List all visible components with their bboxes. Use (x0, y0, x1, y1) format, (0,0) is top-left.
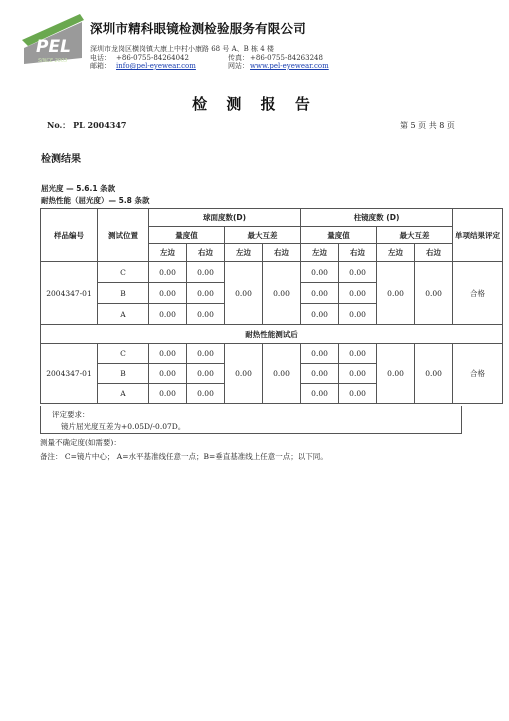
position-a: A (98, 384, 149, 404)
value-cell: 0.00 (415, 344, 453, 404)
value-cell: 0.00 (339, 384, 377, 404)
value-cell: 0.00 (149, 344, 187, 364)
header-left: 左边 (377, 244, 415, 262)
requirement-text: 镜片屈光度互差为+0.05D/-0.07D。 (61, 422, 186, 431)
value-cell: 0.00 (187, 384, 225, 404)
header-max-diff: 最大互差 (225, 227, 301, 244)
phone-number: +86-0755-84264042 (116, 53, 189, 62)
position-b: B (98, 283, 149, 304)
value-cell: 0.00 (339, 344, 377, 364)
header-left: 左边 (301, 244, 339, 262)
email-label: 邮箱： (90, 62, 111, 70)
value-cell: 0.00 (149, 304, 187, 325)
header-right: 右边 (263, 244, 301, 262)
value-cell: 0.00 (301, 344, 339, 364)
value-cell: 0.00 (301, 304, 339, 325)
page-indicator: 第 5 页 共 8 页 (400, 121, 455, 130)
clause-refraction: 屈光度 — 5.6.1 条款 (41, 184, 116, 193)
value-cell: 0.00 (377, 344, 415, 404)
sample-id: 2004347-01 (41, 262, 98, 325)
header-measured: 量度值 (149, 227, 225, 244)
results-table (40, 208, 503, 404)
position-c: C (98, 344, 149, 364)
position-c: C (98, 262, 149, 283)
value-cell: 0.00 (301, 283, 339, 304)
after-heat-test-heading: 耐热性能测试后 (41, 325, 503, 344)
report-number: No.： PL 2004347 (47, 120, 127, 130)
header-test-position: 测试位置 (98, 209, 149, 262)
header-sphere: 球面度数(D) (149, 209, 301, 227)
value-cell: 0.00 (263, 344, 301, 404)
value-cell: 0.00 (149, 283, 187, 304)
address: 深圳市龙岗区横岗镇大康上中村小康路 68 号 A、B 栋 4 楼 (90, 45, 274, 53)
requirement-label: 评定要求： (52, 410, 90, 419)
value-cell: 0.00 (187, 344, 225, 364)
verdict: 合格 (453, 262, 503, 325)
value-cell: 0.00 (187, 262, 225, 283)
value-cell: 0.00 (149, 364, 187, 384)
header-sample-no: 样品编号 (41, 209, 98, 262)
sample-id: 2004347-01 (41, 344, 98, 404)
position-b: B (98, 364, 149, 384)
section-heading: 检测结果 (41, 154, 81, 165)
fax-number: +86-0755-84263248 (250, 53, 323, 62)
clause-heat-resistance: 耐热性能（屈光度）— 5.8 条款 (41, 196, 150, 205)
contact-block (90, 45, 329, 71)
header-right: 右边 (339, 244, 377, 262)
verdict: 合格 (453, 344, 503, 404)
value-cell: 0.00 (263, 262, 301, 325)
header-measured: 量度值 (301, 227, 377, 244)
header-max-diff: 最大互差 (377, 227, 453, 244)
value-cell: 0.00 (149, 262, 187, 283)
value-cell: 0.00 (301, 364, 339, 384)
fax-label: 传真： (228, 53, 249, 62)
company-name: 深圳市精科眼镜检测检验服务有限公司 (90, 21, 306, 36)
value-cell: 0.00 (187, 304, 225, 325)
value-cell: 0.00 (225, 262, 263, 325)
phone-label: 电话： (90, 53, 111, 62)
position-a: A (98, 304, 149, 325)
uncertainty-note: 测量不确定度(如需要)： (40, 438, 121, 447)
value-cell: 0.00 (301, 262, 339, 283)
value-cell: 0.00 (339, 262, 377, 283)
header-left: 左边 (225, 244, 263, 262)
value-cell: 0.00 (339, 283, 377, 304)
table-row (41, 344, 503, 364)
value-cell: 0.00 (149, 384, 187, 404)
header-right: 右边 (415, 244, 453, 262)
logo-subtext: SINCE 2003 (38, 58, 68, 64)
web-label: 网站： (228, 62, 249, 70)
email-link[interactable]: info@pel-eyewear.com (116, 62, 196, 70)
value-cell: 0.00 (339, 364, 377, 384)
web-link[interactable]: www.pel-eyewear.com (250, 62, 329, 70)
value-cell: 0.00 (301, 384, 339, 404)
remarks: 备注： C=镜片中心； A=水平基准线任意一点；B=垂直基准线上任意一点；以下同。 (40, 452, 328, 461)
header-cylinder: 柱镜度数 (D) (301, 209, 453, 227)
header-left: 左边 (149, 244, 187, 262)
company-logo (22, 12, 84, 66)
value-cell: 0.00 (187, 364, 225, 384)
logo-text: PEL (36, 37, 71, 57)
table-row (41, 262, 503, 283)
value-cell: 0.00 (415, 262, 453, 325)
value-cell: 0.00 (339, 304, 377, 325)
header-evaluation: 单项结果评定 (453, 209, 503, 262)
value-cell: 0.00 (377, 262, 415, 325)
value-cell: 0.00 (187, 283, 225, 304)
report-title: 检 测 报 告 (192, 95, 317, 113)
header-right: 右边 (187, 244, 225, 262)
value-cell: 0.00 (225, 344, 263, 404)
